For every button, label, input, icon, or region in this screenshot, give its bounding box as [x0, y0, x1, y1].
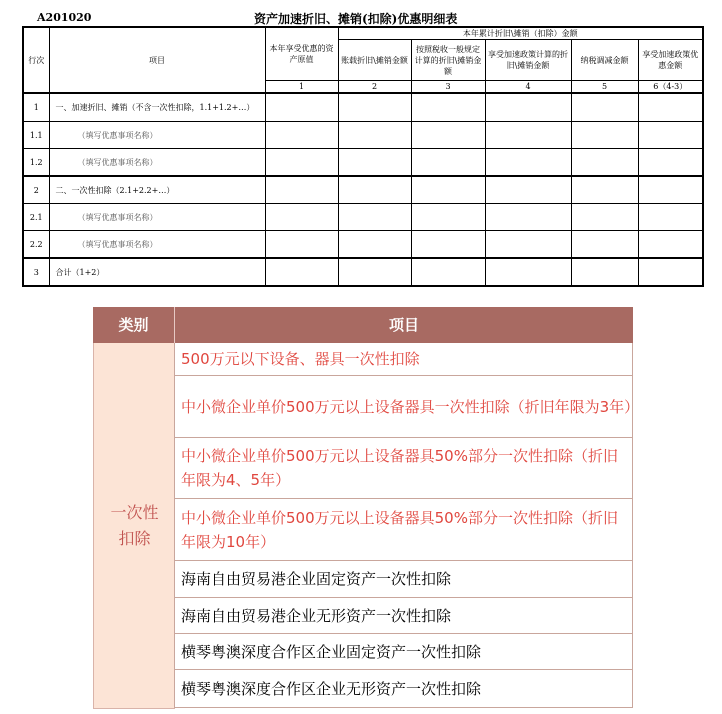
header-orig-value: 本年享受优惠的资产原值	[265, 27, 338, 81]
row-no: 2	[23, 176, 49, 204]
cell[interactable]	[338, 204, 411, 231]
col-num-3: 3	[411, 81, 485, 94]
list-item: 海南自由贸易港企业无形资产一次性扣除	[174, 598, 633, 634]
col-num-6: 6（4-3）	[638, 81, 703, 94]
list-item: 海南自由贸易港企业固定资产一次性扣除	[174, 561, 633, 598]
cell[interactable]	[485, 93, 571, 122]
cell[interactable]	[338, 93, 411, 122]
header-col-4: 享受加速政策计算的折旧\摊销金额	[485, 40, 571, 81]
cell[interactable]	[485, 176, 571, 204]
cell[interactable]	[265, 149, 338, 177]
header-item: 项目	[388, 316, 419, 334]
row-no: 1.2	[23, 149, 49, 177]
cell[interactable]	[638, 122, 703, 149]
cell[interactable]	[338, 176, 411, 204]
cell[interactable]	[485, 204, 571, 231]
header-col-6: 享受加速政策优惠金额	[638, 40, 703, 81]
cell[interactable]	[638, 93, 703, 122]
table-row	[23, 149, 703, 177]
list-item: 500万元以下设备、器具一次性扣除	[174, 343, 633, 376]
cell[interactable]	[265, 176, 338, 204]
cell[interactable]	[411, 204, 485, 231]
list-item: 横琴粤澳深度合作区企业固定资产一次性扣除	[174, 634, 633, 670]
cell[interactable]	[411, 93, 485, 122]
cell[interactable]	[411, 258, 485, 286]
cell[interactable]	[265, 231, 338, 259]
list-item: 中小微企业单价500万元以上设备器具50%部分一次性扣除（折旧年限为4、5年）	[174, 438, 633, 499]
row-no: 3	[23, 258, 49, 286]
row-label: 合计（1+2）	[49, 258, 265, 286]
cell[interactable]	[265, 93, 338, 122]
cell[interactable]	[265, 258, 338, 286]
cell[interactable]	[411, 231, 485, 259]
table-row	[23, 93, 703, 122]
row-label: （填写优惠事项名称）	[49, 204, 265, 231]
list-item: 中小微企业单价500万元以上设备器具一次性扣除（折旧年限为3年）	[174, 376, 633, 438]
header-category: 类别	[93, 307, 175, 343]
row-no: 2.1	[23, 204, 49, 231]
header-col-5: 纳税调减金额	[571, 40, 638, 81]
cell[interactable]	[485, 258, 571, 286]
table-row	[23, 122, 703, 149]
form-title: 资产加速折旧、摊销(扣除)优惠明细表	[254, 12, 458, 26]
category-label: 一次性扣除	[110, 502, 159, 548]
cell[interactable]	[571, 149, 638, 177]
cell[interactable]	[638, 231, 703, 259]
cell[interactable]	[485, 231, 571, 259]
cell[interactable]	[338, 122, 411, 149]
cell[interactable]	[571, 93, 638, 122]
col-num-2: 2	[338, 81, 411, 94]
row-label: （填写优惠事项名称）	[49, 122, 265, 149]
cell[interactable]	[411, 149, 485, 177]
table-row	[23, 231, 703, 259]
cell[interactable]	[338, 149, 411, 177]
cell[interactable]	[571, 176, 638, 204]
col-num-5: 5	[571, 81, 638, 94]
cell[interactable]	[485, 149, 571, 177]
cell[interactable]	[571, 122, 638, 149]
table-row	[23, 176, 703, 204]
cell[interactable]	[638, 204, 703, 231]
row-label: （填写优惠事项名称）	[49, 231, 265, 259]
cell[interactable]	[638, 176, 703, 204]
header-col-3: 按照税收一般规定计算的折旧\摊销金额	[411, 40, 485, 81]
cell[interactable]	[411, 176, 485, 204]
cell[interactable]	[571, 231, 638, 259]
list-item: 中小微企业单价500万元以上设备器具50%部分一次性扣除（折旧年限为10年）	[174, 499, 633, 561]
category-table-header	[93, 307, 633, 343]
form-header	[22, 8, 702, 28]
cell[interactable]	[338, 258, 411, 286]
cell[interactable]	[638, 258, 703, 286]
list-item: 横琴粤澳深度合作区企业无形资产一次性扣除	[174, 670, 633, 708]
cell[interactable]	[338, 231, 411, 259]
header-row-no: 行次	[23, 27, 49, 93]
cell[interactable]	[265, 122, 338, 149]
header-col-2: 账载折旧\摊销金额	[338, 40, 411, 81]
table-row	[23, 204, 703, 231]
row-no: 2.2	[23, 231, 49, 259]
table-row	[23, 258, 703, 286]
deduction-form-table	[22, 26, 704, 287]
cell[interactable]	[265, 204, 338, 231]
col-num-1: 1	[265, 81, 338, 94]
cell[interactable]	[485, 122, 571, 149]
cell[interactable]	[571, 204, 638, 231]
category-cell	[93, 343, 175, 709]
row-label: 一、加速折旧、摊销（不含一次性扣除，1.1+1.2+…）	[49, 93, 265, 122]
row-label: （填写优惠事项名称）	[49, 149, 265, 177]
cell[interactable]	[638, 149, 703, 177]
row-no: 1.1	[23, 122, 49, 149]
header-group: 本年累计折旧\摊销（扣除）金额	[338, 27, 703, 40]
row-label: 二、一次性扣除（2.1+2.2+…）	[49, 176, 265, 204]
cell[interactable]	[571, 258, 638, 286]
col-num-4: 4	[485, 81, 571, 94]
row-no: 1	[23, 93, 49, 122]
header-item: 项目	[49, 27, 265, 93]
form-code: A201020	[37, 11, 92, 24]
cell[interactable]	[411, 122, 485, 149]
